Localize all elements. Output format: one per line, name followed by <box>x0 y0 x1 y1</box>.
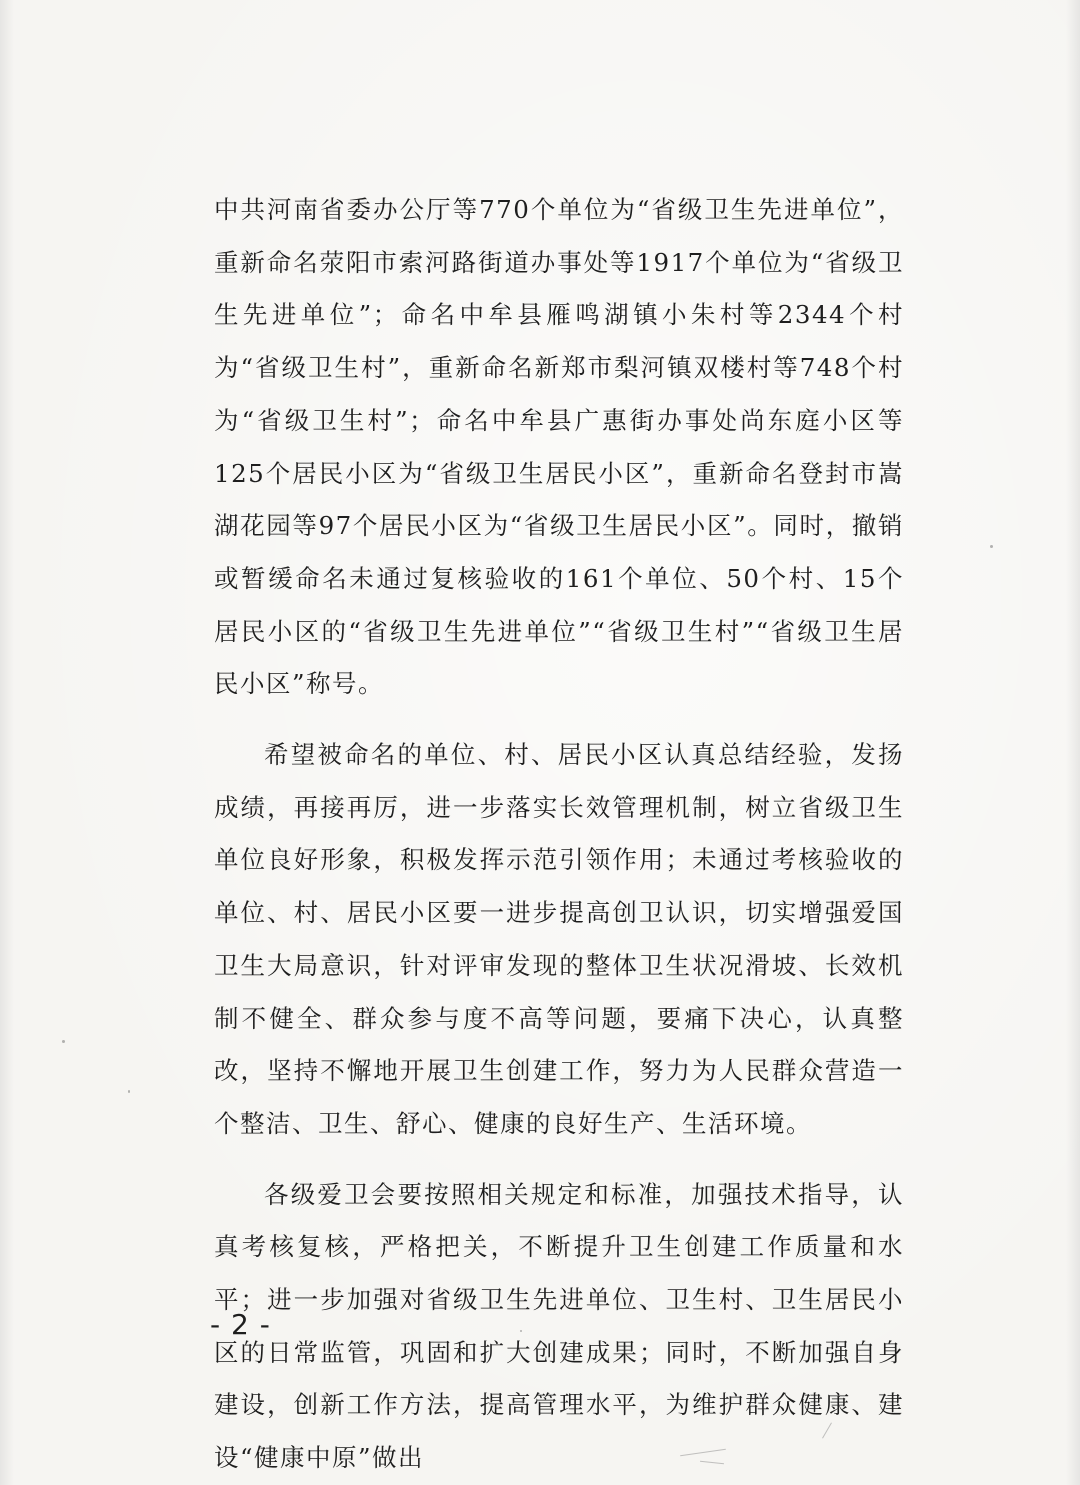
page-edge-shadow-left <box>0 0 14 1485</box>
page-number: - 2 - <box>210 1308 271 1341</box>
paragraph-expectations: 希望被命名的单位、村、居民小区认真总结经验，发扬成绩，再接再厉，进一步落实长效管理机制，树立省级卫生单位良好形象，积极发挥示范引领作用；未通过考核验收的单位、村、居民小区要一进步提高创卫认识，切实增强爱国卫生大局意识，针对评审发现的整体卫生状况滑坡、长效机制不健全、群众参与度不高等问题，要痛下决心，认真整改，坚持不懈地开展卫生创建工作，努力为人民群众营造一个整洁、卫生、舒心、健康的良好生产、生活环境。 <box>214 740 904 1138</box>
document-body <box>214 184 904 1485</box>
scan-speck <box>128 1090 130 1093</box>
page-edge-shadow-right <box>1066 0 1080 1485</box>
scan-speck <box>62 1040 65 1043</box>
scan-speck <box>520 1330 522 1332</box>
scan-speck <box>990 545 993 548</box>
paragraph-naming-list: 中共河南省委办公厅等770个单位为“省级卫生先进单位”，重新命名荥阳市索河路街道办事处等1917个单位为“省级卫生先进单位”；命名中牟县雁鸣湖镇小朱村等2344个村为“省级卫生村”，重新命名新郑市梨河镇双楼村等748个村为“省级卫生村”；命名中牟县广惠街办事处尚东庭小区等125个居民小区为“省级卫生居民小区”，重新命名登封市嵩湖花园等97个居民小区为“省级卫生居民小区”。同时，撤销或暂缓命名未通过复核验收的161个单位、50个村、15个居民小区的“省级卫生先进单位”“省级卫生村”“省级卫生居民小区”称号。 <box>214 195 904 699</box>
paragraph-supervision: 各级爱卫会要按照相关规定和标准，加强技术指导，认真考核复核，严格把关，不断提升卫生创建工作质量和水平；进一步加强对省级卫生先进单位、卫生村、卫生居民小区的日常监管，巩固和扩大创建成果；同时，不断加强自身建设，创新工作方法，提高管理水平，为维护群众健康、建设“健康中原”做出 <box>214 1179 904 1473</box>
